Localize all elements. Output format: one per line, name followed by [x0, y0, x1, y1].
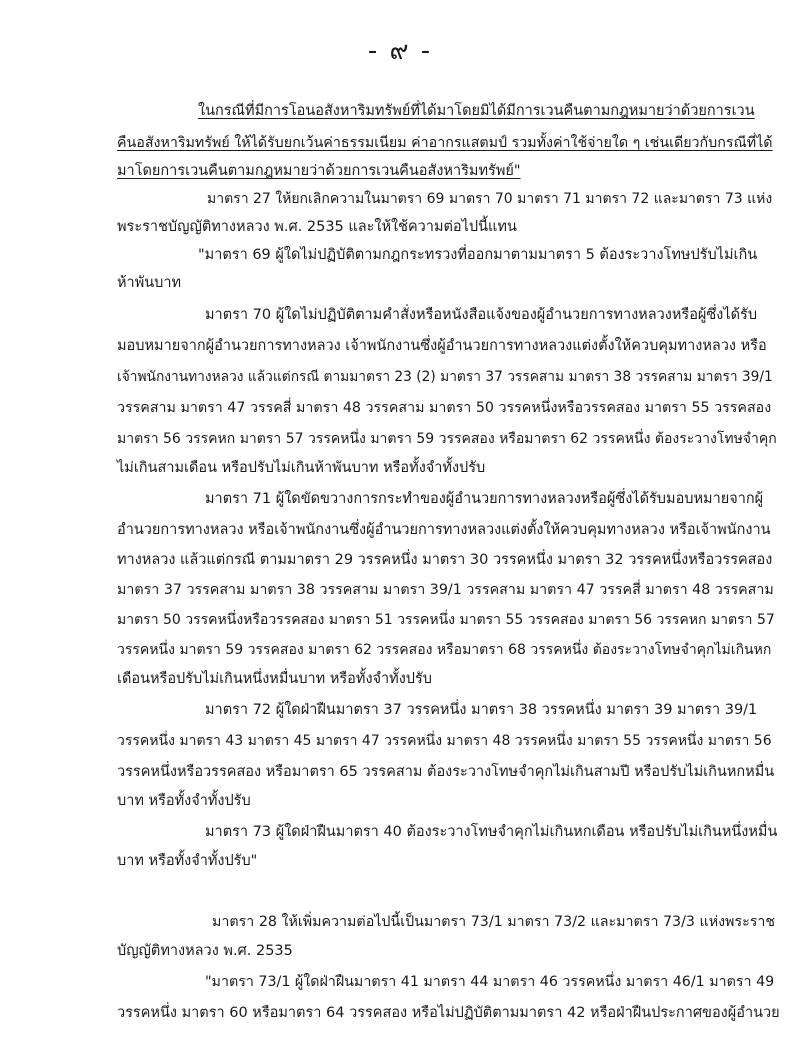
paragraph-1-line-1: ในกรณีที่มีการโอนอสังหาริมทรัพย์ที่ได้มาโดยมิได้มีการเวนคืนตามกฎหมายว่าด้วยการเวน — [198, 103, 755, 119]
paragraph-9-line-1: "มาตรา 73/1 ผู้ใดฝ่าฝืนมาตรา 41 มาตรา 44 มาตรา 46 วรรคหนึ่ง มาตรา 46/1 มาตรา 49 — [205, 974, 775, 990]
paragraph-4-line-1: มาตรา 70 ผู้ใดไม่ปฏิบัติตามคำสั่งหรือหนังสือแจ้งของผู้อำนวยการทางหลวงหรือผู้ซึ่งได้รับ — [205, 307, 758, 323]
paragraph-5-line-1: มาตรา 71 ผู้ใดขัดขวางการกระทำของผู้อำนวยการทางหลวงหรือผู้ซึ่งได้รับมอบหมายจากผู้ — [205, 491, 764, 507]
paragraph-2-line-1: มาตรา 27 ให้ยกเลิกความในมาตรา 69 มาตรา 70 มาตรา 71 มาตรา 72 และมาตรา 73 แห่ง — [207, 191, 773, 207]
paragraph-2-line-2: พระราชบัญญัติทางหลวง พ.ศ. 2535 และให้ใช้ความต่อไปนี้แทน — [117, 219, 517, 235]
paragraph-7-line-1: มาตรา 73 ผู้ใดฝ่าฝืนมาตรา 40 ต้องระวางโทษจำคุกไม่เกินหกเดือน หรือปรับไม่เกินหนึ่งหมื่น — [205, 824, 778, 840]
paragraph-4-line-4: วรรคสาม มาตรา 47 วรรคสี่ มาตรา 48 วรรคสาม มาตรา 50 วรรคหนึ่งหรือวรรคสอง มาตรา 55 วรรคสอง — [117, 400, 772, 416]
paragraph-3-line-2: ห้าพันบาท — [117, 275, 182, 291]
paragraph-8-line-2: บัญญัติทางหลวง พ.ศ. 2535 — [117, 943, 293, 959]
paragraph-6-line-1: มาตรา 72 ผู้ใดฝ่าฝืนมาตรา 37 วรรคหนึ่ง มาตรา 38 วรรคหนึ่ง มาตรา 39 มาตรา 39/1 — [205, 702, 758, 718]
paragraph-9-line-2: วรรคหนึ่ง มาตรา 60 หรือมาตรา 64 วรรคสอง หรือไม่ปฏิบัติตามมาตรา 42 หรือฝ่าฝืนประกาศของผู้อำนวย — [117, 1005, 780, 1021]
paragraph-5-line-2: อำนวยการทางหลวง หรือเจ้าพนักงานซึ่งผู้อำนวยการทางหลวงแต่งตั้งให้ควบคุมทางหลวง หรือเจ้าพนักงาน — [117, 522, 771, 538]
paragraph-1-line-3: มาโดยการเวนคืนตามกฎหมายว่าด้วยการเวนคืนอสังหาริมทรัพย์" — [117, 163, 521, 179]
paragraph-6-line-2: วรรคหนึ่ง มาตรา 43 มาตรา 45 มาตรา 47 วรรคหนึ่ง มาตรา 48 วรรคหนึ่ง มาตรา 55 วรรคหนึ่ง มาตรา 56 — [117, 733, 772, 749]
paragraph-8-line-1: มาตรา 28 ให้เพิ่มความต่อไปนี้เป็นมาตรา 73/1 มาตรา 73/2 และมาตรา 73/3 แห่งพระราช — [212, 914, 776, 930]
paragraph-4-line-5: มาตรา 56 วรรคหก มาตรา 57 วรรคหนึ่ง มาตรา 59 วรรคสอง หรือมาตรา 62 วรรคหนึ่ง ต้องระวางโทษจำคุก — [117, 431, 777, 447]
paragraph-7-line-2: บาท หรือทั้งจำทั้งปรับ" — [117, 853, 258, 869]
paragraph-5-line-4: มาตรา 37 วรรคสาม มาตรา 38 วรรคสาม มาตรา 39/1 วรรคสาม มาตรา 47 วรรคสี่ มาตรา 48 วรรคสาม — [117, 582, 774, 598]
paragraph-4-line-3: เจ้าพนักงานทางหลวง แล้วแต่กรณี ตามมาตรา 23 (2) มาตรา 37 วรรคสาม มาตรา 38 วรรคสาม มาตรา 39/1 — [117, 369, 773, 385]
paragraph-4-line-6: ไม่เกินสามเดือน หรือปรับไม่เกินห้าพันบาท หรือทั้งจำทั้งปรับ — [117, 460, 486, 476]
paragraph-6-line-4: บาท หรือทั้งจำทั้งปรับ — [117, 793, 251, 809]
paragraph-5-line-6: วรรคหนึ่ง มาตรา 59 วรรคสอง มาตรา 62 วรรคสอง หรือมาตรา 68 วรรคหนึ่ง ต้องระวางโทษจำคุกไม่เกินหก — [117, 642, 772, 658]
paragraph-1-line-2: คืนอสังหาริมทรัพย์ ให้ได้รับยกเว้นค่าธรรมเนียม ค่าอากรแสตมป์ รวมทั้งค่าใช้จ่ายใด ๆ เช่นเดียวกับกรณีที่ได้ — [117, 135, 773, 151]
paragraph-4-line-2: มอบหมายจากผู้อำนวยการทางหลวง เจ้าพนักงานซึ่งผู้อำนวยการทางหลวงแต่งตั้งให้ควบคุมทางหลวง หรือ — [117, 338, 767, 354]
paragraph-5-line-3: ทางหลวง แล้วแต่กรณี ตามมาตรา 29 วรรคหนึ่ง มาตรา 30 วรรคหนึ่ง มาตรา 32 วรรคหนึ่งหรือวรรคสอง — [117, 552, 773, 568]
page-number: - ๙ - — [367, 36, 433, 66]
paragraph-3-line-1: "มาตรา 69 ผู้ใดไม่ปฏิบัติตามกฎกระทรวงที่ออกมาตามมาตรา 5 ต้องระวางโทษปรับไม่เกิน — [198, 247, 758, 263]
paragraph-5-line-7: เดือนหรือปรับไม่เกินหนึ่งหมื่นบาท หรือทั้งจำทั้งปรับ — [117, 671, 432, 687]
paragraph-5-line-5: มาตรา 50 วรรคหนึ่งหรือวรรคสอง มาตรา 51 วรรคหนึ่ง มาตรา 55 วรรคสอง มาตรา 56 วรรคหก มาตรา 57 — [117, 612, 775, 628]
paragraph-6-line-3: วรรคหนึ่งหรือวรรคสอง หรือมาตรา 65 วรรคสาม ต้องระวางโทษจำคุกไม่เกินสามปี หรือปรับไม่เกินหกหมื่น — [117, 764, 775, 780]
